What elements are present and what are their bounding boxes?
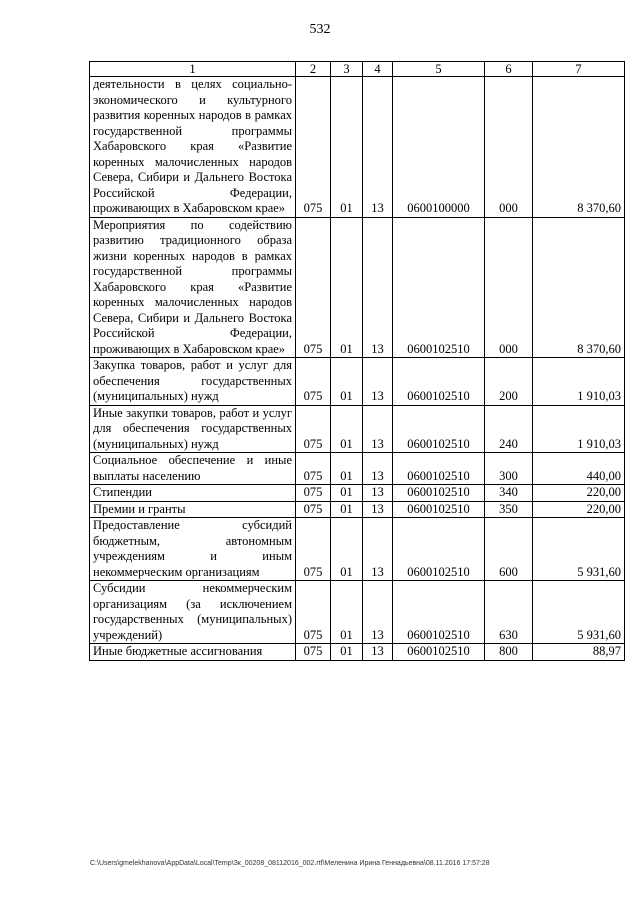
row-target-code: 0600102510 [393, 358, 485, 406]
row-subsection: 13 [363, 217, 393, 358]
table-row [90, 358, 625, 406]
row-amount: 5 931,60 [533, 518, 625, 581]
row-subsection: 13 [363, 581, 393, 644]
row-amount: 1 910,03 [533, 405, 625, 453]
row-admin-code: 075 [296, 501, 331, 518]
row-name: Премии и гранты [90, 501, 296, 518]
row-admin-code: 075 [296, 644, 331, 661]
table-row [90, 644, 625, 661]
row-section: 01 [331, 501, 363, 518]
row-target-code: 0600102510 [393, 217, 485, 358]
row-subsection: 13 [363, 485, 393, 502]
row-subsection: 13 [363, 358, 393, 406]
row-section: 01 [331, 485, 363, 502]
row-admin-code: 075 [296, 358, 331, 406]
row-amount: 220,00 [533, 501, 625, 518]
row-section: 01 [331, 217, 363, 358]
table-row [90, 453, 625, 485]
row-section: 01 [331, 581, 363, 644]
column-header: 3 [331, 62, 363, 77]
column-header: 6 [485, 62, 533, 77]
row-admin-code: 075 [296, 405, 331, 453]
row-name: Иные бюджетные ассигнования [90, 644, 296, 661]
row-name: Социальное обеспечение и иные выплаты населению [90, 453, 296, 485]
file-path-footer: C:\Users\gmelekhanova\AppData\Local\Temp\Зк_00208_08112016_002.rtf\Меленина Ирина Геннадьевна\08.11.2016 17:57:28 [90, 860, 490, 867]
row-section: 01 [331, 77, 363, 218]
table-row [90, 518, 625, 581]
row-amount: 8 370,60 [533, 217, 625, 358]
row-amount: 8 370,60 [533, 77, 625, 218]
row-subsection: 13 [363, 77, 393, 218]
row-name: Стипендии [90, 485, 296, 502]
row-admin-code: 075 [296, 217, 331, 358]
table-header-row [90, 62, 625, 77]
row-name: Субсидии некоммерческим организациям (за исключением государственных (муниципальных) учреждений) [90, 581, 296, 644]
row-name: Мероприятия по содействию развитию традиционного образа жизни коренных народов в рамках государственной программы Хабаровского края «Развитие коренных малочисленных народов Севера, Сибири и Дальнего Востока Российской Федерации, проживающих в Хабаровском крае» [90, 217, 296, 358]
row-section: 01 [331, 518, 363, 581]
row-name: деятельности в целях социально-экономического и культурного развития коренных народов в рамках государственной программы Хабаровского края «Развитие коренных малочисленных народов Севера, Сибири и Дальнего Востока Российской Федерации, проживающих в Хабаровском крае» [90, 77, 296, 218]
row-expense-type: 350 [485, 501, 533, 518]
row-amount: 220,00 [533, 485, 625, 502]
row-admin-code: 075 [296, 581, 331, 644]
table-row [90, 501, 625, 518]
row-target-code: 0600102510 [393, 453, 485, 485]
table-row [90, 77, 625, 218]
row-section: 01 [331, 358, 363, 406]
row-expense-type: 000 [485, 217, 533, 358]
row-expense-type: 200 [485, 358, 533, 406]
row-subsection: 13 [363, 644, 393, 661]
row-expense-type: 300 [485, 453, 533, 485]
row-amount: 1 910,03 [533, 358, 625, 406]
row-target-code: 0600102510 [393, 581, 485, 644]
table-row [90, 405, 625, 453]
budget-table [89, 61, 625, 661]
row-amount: 5 931,60 [533, 581, 625, 644]
row-section: 01 [331, 644, 363, 661]
row-admin-code: 075 [296, 77, 331, 218]
row-amount: 88,97 [533, 644, 625, 661]
row-expense-type: 000 [485, 77, 533, 218]
row-expense-type: 340 [485, 485, 533, 502]
row-target-code: 0600102510 [393, 644, 485, 661]
column-header: 4 [363, 62, 393, 77]
row-target-code: 0600102510 [393, 405, 485, 453]
row-admin-code: 075 [296, 518, 331, 581]
column-header: 5 [393, 62, 485, 77]
column-header: 1 [90, 62, 296, 77]
row-target-code: 0600102510 [393, 501, 485, 518]
row-name: Предоставление субсидий бюджетным, автономным учреждениям и иным некоммерческим организациям [90, 518, 296, 581]
row-target-code: 0600102510 [393, 518, 485, 581]
row-section: 01 [331, 453, 363, 485]
row-target-code: 0600100000 [393, 77, 485, 218]
row-expense-type: 240 [485, 405, 533, 453]
table-row [90, 217, 625, 358]
row-subsection: 13 [363, 405, 393, 453]
row-name: Закупка товаров, работ и услуг для обеспечения государственных (муниципальных) нужд [90, 358, 296, 406]
row-subsection: 13 [363, 453, 393, 485]
row-expense-type: 630 [485, 581, 533, 644]
row-name: Иные закупки товаров, работ и услуг для обеспечения государственных (муниципальных) нужд [90, 405, 296, 453]
page-number: 532 [309, 22, 331, 37]
table-row [90, 485, 625, 502]
row-target-code: 0600102510 [393, 485, 485, 502]
row-amount: 440,00 [533, 453, 625, 485]
column-header: 7 [533, 62, 625, 77]
table-row [90, 581, 625, 644]
row-expense-type: 800 [485, 644, 533, 661]
column-header: 2 [296, 62, 331, 77]
row-admin-code: 075 [296, 485, 331, 502]
row-expense-type: 600 [485, 518, 533, 581]
row-subsection: 13 [363, 518, 393, 581]
row-section: 01 [331, 405, 363, 453]
row-admin-code: 075 [296, 453, 331, 485]
row-subsection: 13 [363, 501, 393, 518]
